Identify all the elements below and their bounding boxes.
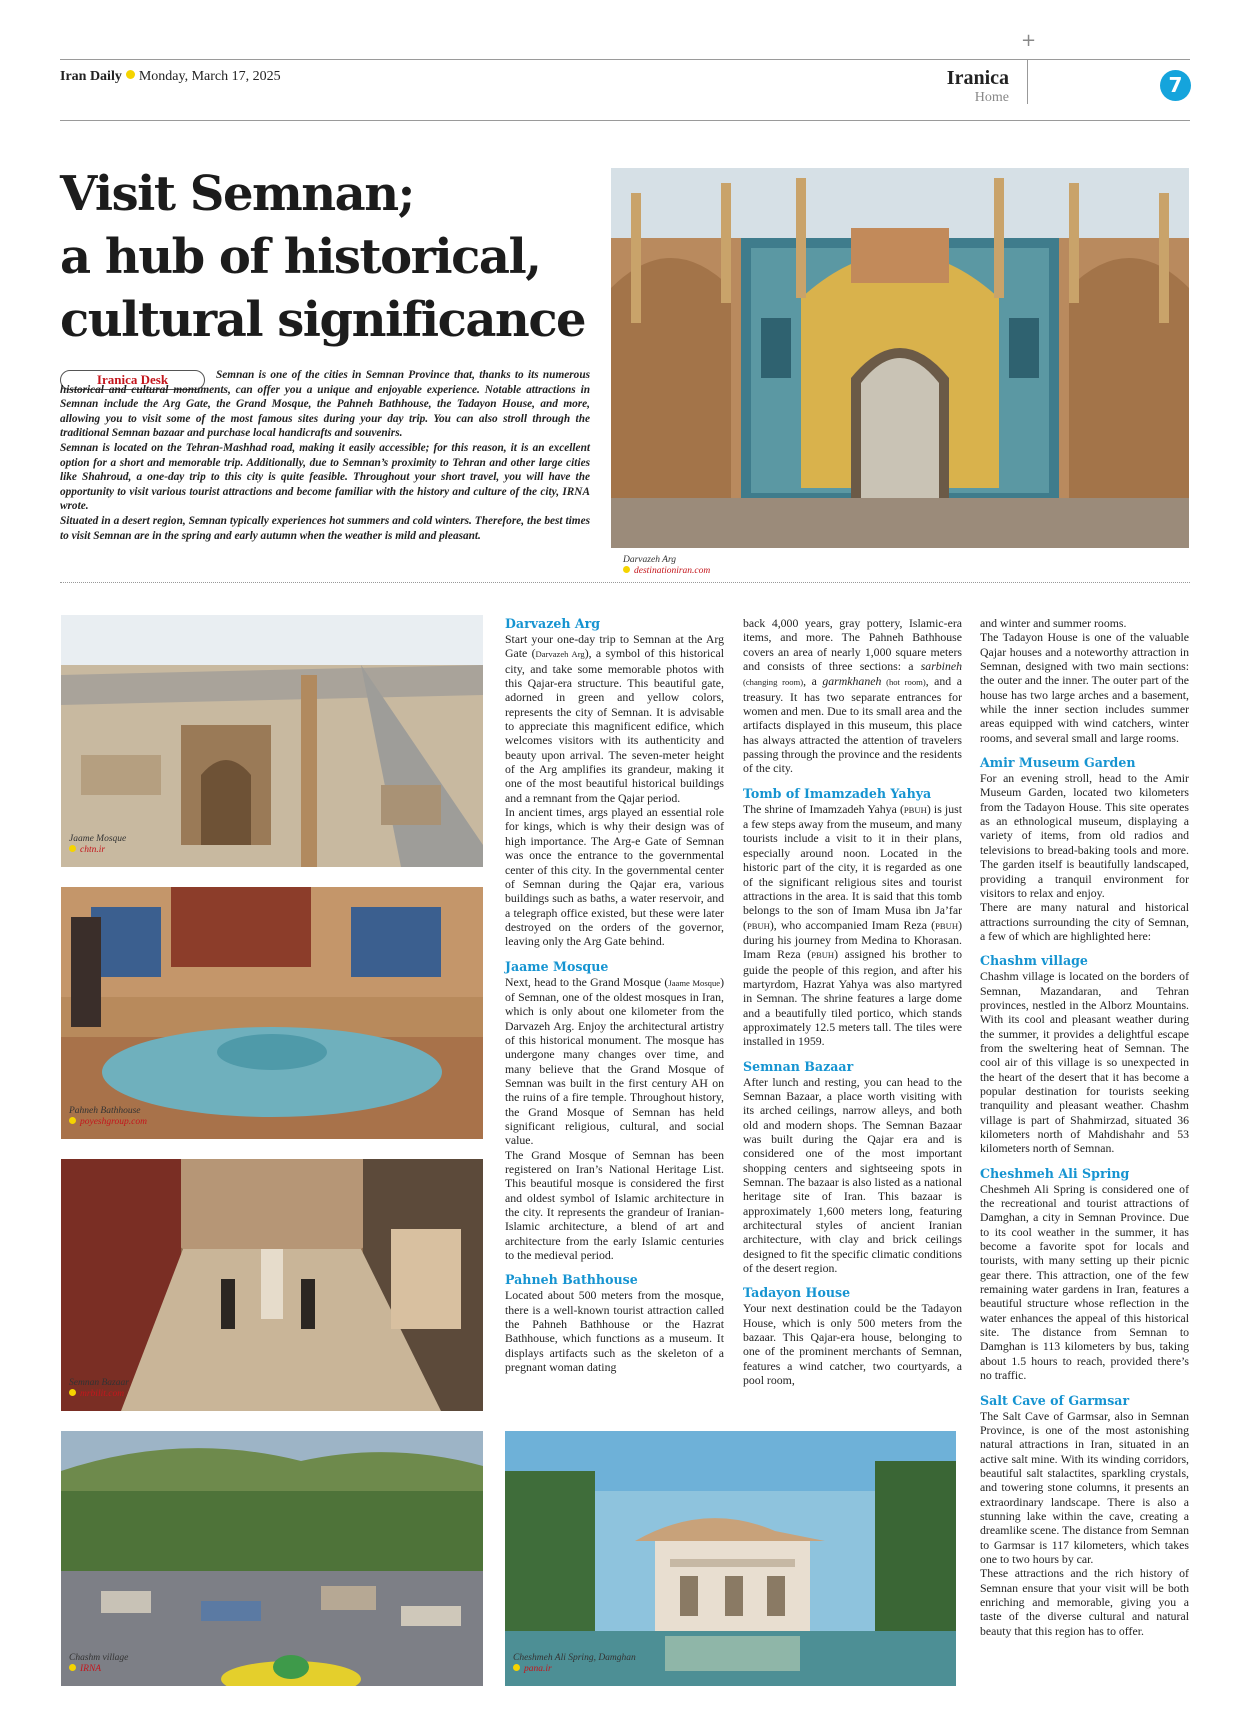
caption-chashm-village [69, 1653, 128, 1675]
paragraph: and winter and summer rooms. [980, 616, 1127, 630]
intro-paragraph-3: Situated in a desert region, Semnan typically experiences hot summers and cold winters. Therefore, the best times to visit Semnan are in the spring and early autumn when the weather is mild and pleasant. [60, 514, 590, 542]
subheading-amir-museum-garden: Amir Museum Garden [980, 755, 1136, 771]
paragraph: Cheshmeh Ali Spring is considered one of the recreational and tourist attractions of Damghan, a city in Semnan Province. Due to its cool weather in the summer, it has become a favorite spot for locals and tourists, with many setting up their picnic gear there. This attraction, one of the few remaining water gardens in Iran, features a beautiful structure whose reflection in the water enhances the appeal of this historical site. The distance from Semnan to Damghan is 113 kilometers by bus, taking about 1.5 hours to reach, provided there’s no traffic. [980, 1181, 1189, 1383]
photo-semnan-bazaar [61, 1159, 483, 1411]
subheading-jaame-mosque: Jaame Mosque [505, 958, 609, 974]
crop-mark: + [1021, 30, 1037, 51]
caption-semnan-bazaar [69, 1378, 129, 1400]
intro-paragraph-1: Semnan is one of the cities in Semnan Province that, thanks to its numerous historical and cultural monuments, can offer you a unique and enjoyable experience. Notable attractions in Semnan include the Arg Gate, the Grand Mosque, the Pahneh Bathhouse, the Tadayon House, and more, allowing you to visit some of the most famous sites during your day trip. You can also stroll through the traditional Semnan bazaar and purchase local handicrafts and souvenirs. [60, 369, 590, 440]
masthead [60, 69, 281, 85]
caption-source: destinationiran.com [623, 566, 710, 577]
title-line-2: a hub of historical, [60, 229, 541, 285]
page-number-badge: 7 [1160, 70, 1191, 101]
issue-date: Monday, March 17, 2025 [138, 69, 281, 84]
subheading-tadayon-house: Tadayon House [743, 1285, 851, 1301]
subheading-chashm-village: Chashm village [980, 953, 1088, 969]
paragraph: back 4,000 years, gray pottery, Islamic-era items, and more. The Pahneh Bathhouse covers an area of nearly 1,000 square meters and consists of three sections: a sarbineh (changing room), a garmkhaneh (hot room), and a treasury. It has two separate entrances for women and men. Due to its small area and the artifacts displayed in this museum, this place has always attracted the attention of travelers passing through the province and the residents of the city. [743, 616, 962, 776]
header-top-rule [60, 59, 1190, 60]
subheading-salt-cave-garmsar: Salt Cave of Garmsar [980, 1392, 1130, 1408]
subheading-tomb-imamzadeh-yahya: Tomb of Imamzadeh Yahya [743, 785, 932, 801]
photo-pahneh-bathhouse [61, 887, 483, 1139]
caption-source: mrbilit.com [69, 1389, 129, 1400]
paragraph: Your next destination could be the Tadayon House, which is only 500 meters from the bazaar. This Qajar-era house, belonging to one of the prominent merchants of Semnan, features a wind catcher, two courtyards, a pool room, [743, 1301, 962, 1388]
paragraph: These attractions and the rich history of Semnan ensure that your visit will be both enriching and memorable, giving you a taste of the diverse cultural and natural beauty that this region has to offer. [980, 1566, 1189, 1638]
caption-text: Cheshmeh Ali Spring, Damghan [513, 1653, 636, 1663]
paragraph: The Tadayon House is one of the valuable Qajar houses and a noteworthy attraction in Semnan, designed with two main sections: the outer and the inner. The outer part of the house has two large arches and a basement, while the inner section includes summer areas equipped with wind catchers, winter rooms, and several small and large rooms. [980, 630, 1189, 745]
paragraph: The Salt Cave of Garmsar, also in Semnan Province, is one of the most astonishing natural attractions in Iran, situated in an active salt mine. With its winding corridors, beautiful salt stalactites, sparkling crystals, and towering stone columns, it presents an extraordinary landscape. There is also a stunning lake within the cave, creating a dreamlike scene. The distance from Semnan to Garmsar is 117 kilometers, which takes one to two hours by car. [980, 1408, 1189, 1566]
caption-text: Jaame Mosque [69, 834, 127, 844]
paragraph: The shrine of Imamzadeh Yahya (PBUH) is just a few steps away from the museum, and many tourists include a visit to it in their plans, especially around noon. Located in the historic part of the city, it is regarded as one of the significant religious sites and tourist attractions in the area. It is said that this tomb belongs to the son of Imam Musa ibn Ja’far (PBUH), who accompanied Imam Reza (PBUH) during his journey from Medina to Khorasan. Imam Reza (PBUH) assigned his brother to guide the people of this region, and after his martyrdom, Hazrat Yahya was also martyred in Semnan. The shrine features a large dome and a beautifully tiled portico, which stands approximately 12.5 meters tall. The tiles were installed in 1959. [743, 801, 962, 1049]
intro-paragraph-2: Semnan is located on the Tehran-Mashhad road, making it easily accessible; for this reason, it is an excellent option for a short and memorable trip. Additionally, due to Semnan’s proximity to Tehran and other large cities like Shahroud, a one-day trip to this city is quite feasible. Throughout your short travel, you will have the opportunity to visit various tourist attractions and become familiar with the history and culture of the city, IRNA wrote. [60, 441, 590, 513]
caption-darvazeh-arg [623, 555, 710, 577]
title-line-1: Visit Semnan; [60, 166, 414, 222]
subheading-pahneh-bathhouse: Pahneh Bathhouse [505, 1272, 638, 1288]
subheading-semnan-bazaar: Semnan Bazaar [743, 1058, 854, 1074]
caption-text: Chashm village [69, 1653, 129, 1663]
caption-source: poyeshgroup.com [69, 1117, 147, 1128]
subheading-cheshmeh-ali-spring: Cheshmeh Ali Spring [980, 1165, 1130, 1181]
photo-chashm-village [61, 1431, 483, 1686]
paragraph: Next, head to the Grand Mosque (Jaame Mosque) of Semnan, one of the oldest mosques in Iran, which is only about one kilometer from the Darvazeh Arg. Enjoy the architectural artistry of this historical monument. The mosque has undergone many changes over time, and many believe that the Grand Mosque of Semnan was built in the first century AH on the ruins of a fire temple. Throughout history, the Grand Mosque of Semnan has held significant religious, cultural, and social value. [505, 974, 725, 1148]
caption-pahneh-bathhouse [69, 1106, 147, 1128]
paragraph: Located about 500 meters from the mosque, there is a well-known tourist attraction called the Pahneh Bathhouse or the Hazrat Bathhouse, which functions as a museum. It displays artifacts such as the skeleton of a pregnant woman dating [505, 1288, 724, 1375]
article-column-1 [505, 616, 724, 1375]
photo-darvazeh-arg [611, 168, 1189, 548]
paragraph: Start your one-day trip to Semnan at the Arg Gate (Darvazeh Arg), a symbol of this historical city, and take some memorable photos with this Qajar-era structure. This beautiful gate, adorned in green and yellow colors, represents the city of Semnan. It is advisable to appreciate this magnificent edifice, which welcomes visitors with its authenticity and beauty upon arrival. The seven-meter height of the Arg amplifies its grandeur, making it one of the most beautiful historical buildings and a remnant from the Qajar period. [505, 632, 724, 805]
caption-source: IRNA [69, 1664, 128, 1675]
article-column-3 [980, 616, 1189, 1638]
photo-cheshmeh-ali-spring [505, 1431, 956, 1686]
paragraph: For an evening stroll, head to the Amir Museum Garden, located two kilometers from the Tadayon House. This site operates as an ethnological museum, displaying a variety of items, from old radios and televisions to bread-baking tools and more. The garden itself is beautifully landscaped, providing a tranquil environment for visitors to relax and enjoy. [980, 771, 1189, 900]
paragraph: After lunch and resting, you can head to the Semnan Bazaar, a place worth visiting with its arched ceilings, narrow alleys, and both old and modern shops. The Semnan Bazaar was built during the Qajar era and is considered one of the most important shopping centers and sightseeing spots in Semnan. The bazaar is also listed as a national heritage site of Iran. This bazaar is approximately 1,600 meters long, featuring architectural styles of ancient Iranian architecture, with clay and brick ceilings designed to fit the specific climatic conditions of the desert region. [743, 1074, 962, 1276]
caption-text: Darvazeh Arg [623, 555, 677, 565]
title-line-3: cultural significance [60, 292, 586, 348]
caption-source: pana.ir [513, 1664, 636, 1675]
brand-name: Iran Daily [60, 69, 122, 84]
caption-jaame-mosque [69, 834, 126, 856]
header-bottom-rule [60, 120, 1190, 121]
article-intro [60, 368, 590, 543]
article-title [60, 163, 620, 352]
caption-cheshmeh-ali-spring [513, 1653, 636, 1675]
section-subtitle: Home [974, 90, 1009, 105]
paragraph: There are many natural and historical attractions surrounding the city of Semnan, a few of which are highlighted here: [980, 900, 1189, 943]
article-column-2 [743, 616, 962, 1388]
caption-text: Pahneh Bathhouse [69, 1106, 141, 1116]
paragraph: Chashm village is located on the borders of Semnan, Mazandaran, and Tehran provinces, nestled in the Alborz Mountains. With its cool and pleasant weather during the summer, it provides a delightful escape from the sweltering heat of Semnan. The cool air of this village is so unexpected in the heart of the desert that it has become a popular destination for tourists seeking tranquility and pleasant weather. Chashm village is part of Shahmirzad, situated 36 kilometers north of Mahdishahr and 53 kilometers north of Semnan. [980, 969, 1189, 1156]
section-title: Iranica [946, 67, 1009, 89]
caption-text: Semnan Bazaar [69, 1378, 129, 1388]
header-divider [1027, 60, 1028, 104]
section-label [947, 67, 1009, 107]
section-divider [60, 582, 1190, 583]
photo-jaame-mosque [61, 615, 483, 867]
caption-source: chtn.ir [69, 845, 126, 856]
subheading-darvazeh-arg: Darvazeh Arg [505, 616, 601, 631]
paragraph: In ancient times, args played an essential role for kings, which is why their design was of high importance. The Arg-e Gate of Semnan was once the entrance to the governmental center of this city. In the governmental center of Semnan during the Qajar era, various buildings such as baths, a water reservoir, and a telegraph office existed, but these were later destroyed on the orders of the governor, leaving only the Arg Gate behind. [505, 805, 724, 949]
yellow-dot-icon [126, 70, 135, 79]
desk-badge: Iranica Desk [60, 370, 205, 390]
paragraph: The Grand Mosque of Semnan has been registered on Iran’s National Heritage List. This beautiful mosque is considered the first and oldest symbol of Islamic architecture in the city. It represents the grandeur of Iranian-Islamic architecture, a blend of art and architecture from the early Islamic centuries to the medieval period. [505, 1147, 724, 1263]
